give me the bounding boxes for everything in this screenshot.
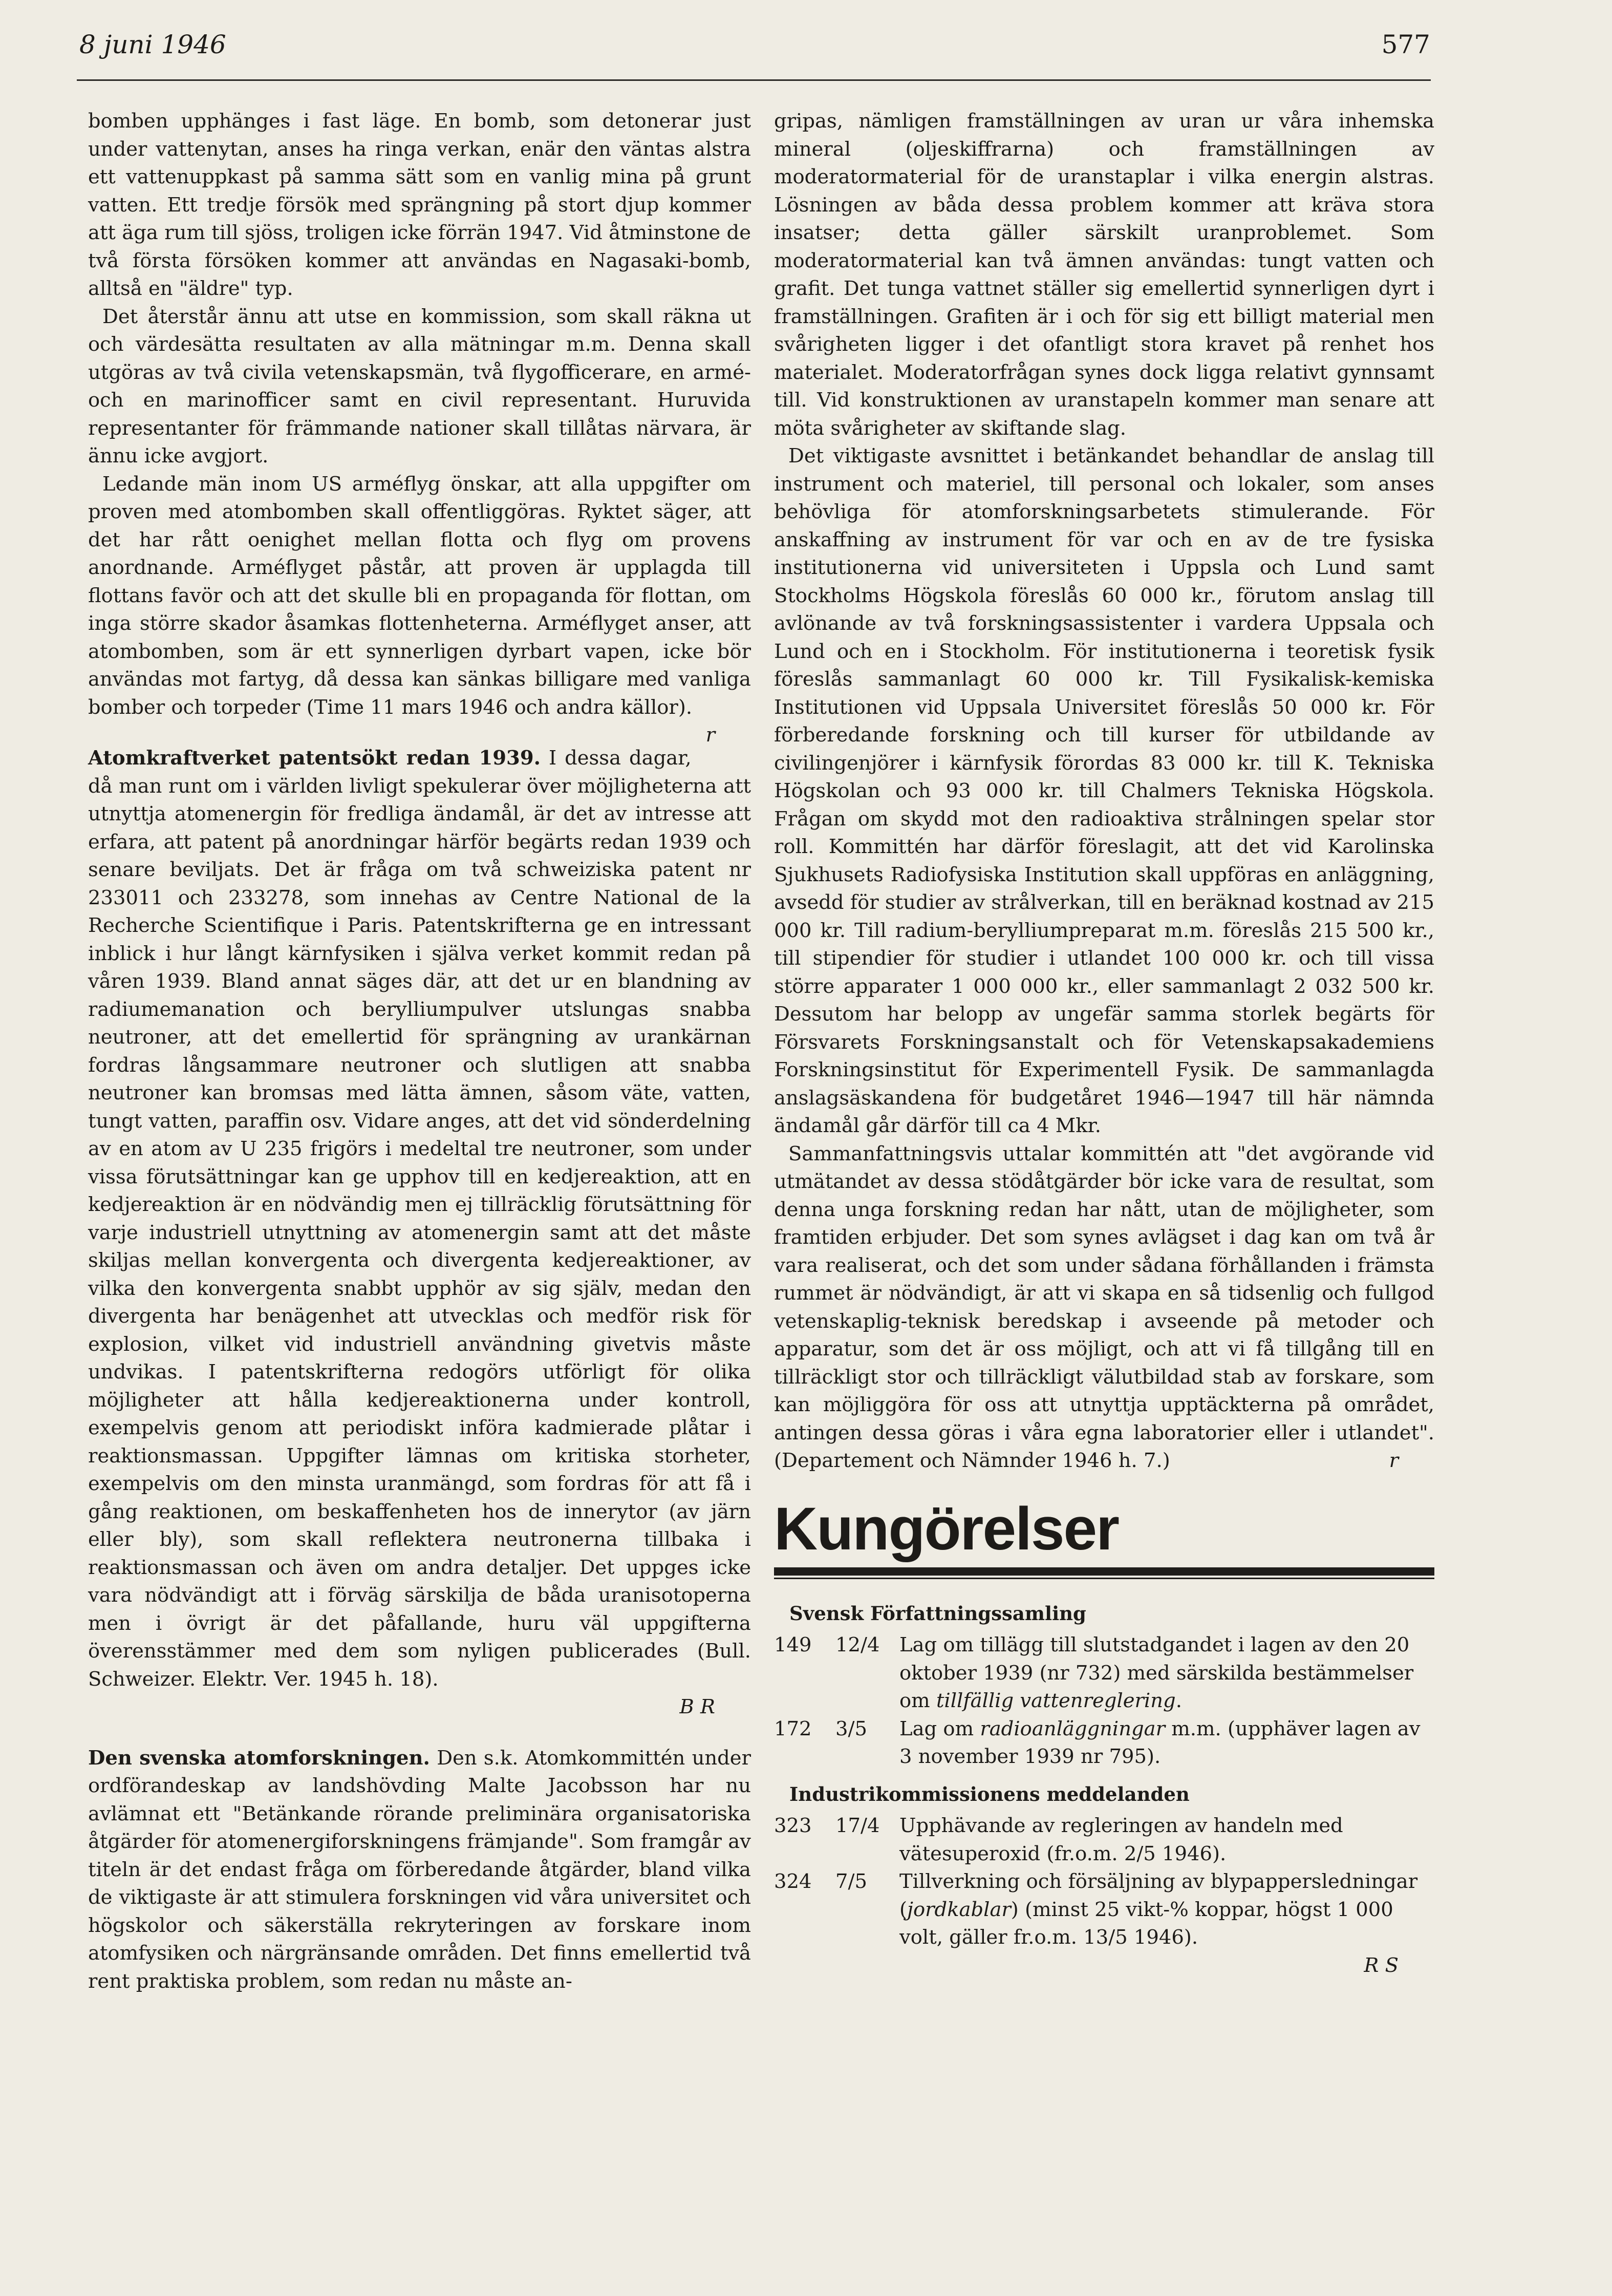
spacer (88, 721, 751, 745)
article-patent (88, 745, 751, 1693)
entry-text (899, 1868, 1434, 1952)
right-column (774, 108, 1434, 1980)
entry-text-italic: tillfällig vattenreglering (936, 1689, 1176, 1712)
entry-number: 324 (774, 1870, 812, 1893)
entry-text (899, 1631, 1434, 1715)
list-item (774, 1715, 1434, 1771)
spacer (88, 1721, 751, 1745)
right-paragraph-2: Det viktigaste avsnittet i betänkandet behandlar de anslag till instrument och materiel, till personal och lokaler, som anses behövliga för atomforskningsarbetets stimulerande. För anskaffning av instrument för var och en av de tre fysiska institutionerna vid universiteten i Uppsla och Lund samt Stockholms Högskola föreslås 60 000 kr., förutom anslag till avlönande av två forskningsassistenter i vardera Uppsala och Lund och en i Stockholm. För institutionerna i teoretisk fysik föreslås sammanlagt 60 000 kr. Till Fysikalisk-kemiska Institutionen vid Uppsala Universitet föreslås 50 000 kr. För förberedande forskning och till kurser för utbildande av civilingenjörer i kärnfysik förordas 83 000 kr. till K. Tekniska Högskolan och 93 000 kr. till Chalmers Tekniska Högskola. Frågan om skydd mot den radioaktiva strålningen spelar stor roll. Kommittén har därför föreslagit, att det vid Karolinska Sjukhusets Radiofysiska Institution skall uppföras en anläggning, avsedd för studier av strålverkan, till en beräknad kostnad av 215 000 kr. Till radium-berylliumpreparat m.m. föreslås 215 500 kr., till stipendier för studier i utlandet 100 000 kr. och till vissa större apparater 1 000 000 kr., eller sammanlagt 2 032 500 kr. Dessutom har belopp av ungefär samma storlek begärts för Försvarets Forskningsanstalt och för Vetenskapsakademiens Forskningsinstitut för Experimentell Fysik. De sammanlagda anslagsäskandena för budgetåret 1946—1947 till här nämnda ändamål går därför till ca 4 Mkr. (774, 444, 1434, 1137)
entry-text-italic: jordkablar (907, 1898, 1011, 1921)
article-patent-body: I dessa dagar, då man runt om i världen livligt spekulerar över möjligheterna att utnyttja atomenergin för fredliga ändamål, är det av intresse att erfara, att patent på anordningar härför begärts redan 1939 och senare beviljats. Det är fråga om två schweiziska patent nr 233011 och 233278, som innehas av Centre National de la Recherche Scientifique i Paris. Patentskrifterna ge en intressant inblick i hur långt kärnfysiken i själva verket kommit redan på våren 1939. Bland annat säges där, att det ur en blandning av radiumemanation och berylliumpulver utslungas snabba neutroner, att det emellertid för sprängning av urankärnan fordras långsammare neutroner och slutligen att snabba neutroner kan bromsas med lätta ämnen, såsom väte, vatten, tungt vatten, paraffin osv. Vidare anges, att det vid sönderdelning av en atom av U 235 frigörs i medeltal tre neutroner, som under vissa förutsättningar kan ge upphov till en kedjereaktion, att en kedjereaktion är en nödvändig men ej tillräcklig förutsättning för varje industriell utnyttning av atomenergin samt att det måste skiljas mellan konvergenta och divergenta kedjereaktioner, av vilka den konvergenta snabbt upphör av sig själv, medan den divergenta har benägenhet att utvecklas och medför risk för explosion, vilket vid industriell användning givetvis måste undvikas. I patentskrifterna redogörs utförligt för olika möjligheter att hålla kedjereaktionerna under kontroll, exempelvis genom att periodiskt införa kadmierade plåtar i reaktionsmassan. Uppgifter lämnas om kritiska storheter, exempelvis om den minsta uranmängd, som fordras för att få i gång reaktionen, om beskaffenheten hos de innerytor (av järn eller bly), som skall reflektera neutronerna tillbaka i reaktionsmassan och även om andra detaljer. Det uppges icke vara nödvändigt att i förväg särskilja de båda uranisotoperna men i övrigt är det påfallande, huru väl uppgifterna överensstämmer med dem som nyligen publicerades (Bull. Schweizer. Elektr. Ver. 1945 h. 18). (88, 747, 751, 1691)
entry-date: 3/5 (835, 1717, 867, 1740)
left-column (88, 108, 751, 1995)
article-patent-heading: Atomkraftverket patentsökt redan 1939. (88, 747, 541, 770)
entry-number: 172 (774, 1717, 812, 1740)
right-paragraph-3 (774, 1140, 1434, 1475)
list-item (774, 1631, 1434, 1715)
kungorelser-thin-rule (774, 1578, 1434, 1579)
header-rule (77, 79, 1431, 81)
kungorelser-thick-rule (774, 1567, 1434, 1576)
list-item (774, 1868, 1434, 1952)
signature-r-right: r (1389, 1449, 1399, 1472)
sfs-heading: Svensk Författningssamling (789, 1602, 1086, 1625)
entry-text-b: ) (minst 25 vikt-% koppar, högst 1 000 volt, gäller fr.o.m. 13/5 1946). (899, 1898, 1393, 1949)
entry-text-a: Upphävande av regleringen av handeln med vätesuperoxid (fr.o.m. 2/5 1946). (899, 1814, 1343, 1865)
entry-date: 17/4 (835, 1814, 880, 1837)
article-atomforskning-heading: Den svenska atomforskningen. (88, 1746, 430, 1770)
right-paragraph-3-text: Sammanfattningsvis uttalar kommittén att "det avgörande vid utmätandet av dessa stödåtgärder bör icke vara de resultat, som denna unga forskning redan har nått, utan de möjligheter, som framtiden erbjuder. Det som synes avlägset i dag kan om två år vara realiserat, och det som under sådana förhållanden i främsta rummet är nödvändigt, är att vi skapa en så tidsenlig och fullgod vetenskaplig-teknisk beredskap i avseende på metoder och apparatur, som det är oss möjligt, och att vi få tillgång till en tillräckligt stor och tillräckligt välutbildad stab av forskare, som kan möjliggöra för oss att utnyttja upptäckterna på området, antingen dessa göras i våra egna laboratorier eller i utlandet". (Departement och Nämnder 1946 h. 7.) (774, 1142, 1434, 1472)
entry-text-a: Lag om (899, 1717, 980, 1740)
left-paragraph-2: Det återstår ännu att utse en kommission, som skall räkna ut och värdesätta resultaten av alla mätningar m.m. Denna skall utgöras av två civila vetenskapsmän, två flygofficerare, en armé- och en marinofficer samt en civil representant. Huruvida representanter för främmande nationer skall tillåtas närvara, är ännu icke avgjort. (88, 305, 751, 467)
signature-rs: R S (1364, 1953, 1399, 1977)
kungorelser-title: Kungörelser (774, 1495, 1119, 1563)
header-page-number: 577 (1381, 30, 1430, 59)
entry-date: 12/4 (835, 1633, 880, 1656)
entry-text-italic: radioanläggningar (980, 1717, 1166, 1740)
entry-number: 323 (774, 1814, 812, 1837)
entry-text-a: Lag om tillägg till slutstadgandet i lagen av den 20 oktober 1939 (nr 732) med särskilda bestämmelser om (899, 1633, 1414, 1712)
right-paragraph-1: gripas, nämligen framställningen av uran ur våra inhemska mineral (oljeskiffrarna) och framställningen av moderatormaterial för de uranstaplar i vilka energin alstras. Lösningen av båda dessa problem kommer att kräva stora insatser; detta gäller särskilt uranproblemet. Som moderatormaterial kan två ämnen användas: tungt vatten och grafit. Det tunga vattnet ställer sig emellertid synnerligen dyrt i framställningen. Grafiten är i och för sig ett billigt material men svårigheten ligger i det ofantligt stora kravet på renhet hos materialet. Moderatorfrågan synes dock ligga relativt gynnsamt till. Vid konstruktionen av uranstapeln kommer man senare att möta svårigheter av skiftande slag. (774, 110, 1434, 440)
entry-text-b: . (1175, 1689, 1182, 1712)
article-atomforskning (88, 1745, 751, 1996)
entry-text-b: m.m. (upphäver lagen av 3 november 1939 nr 795). (899, 1717, 1421, 1768)
entry-text (899, 1715, 1434, 1771)
header-date: 8 juni 1946 (79, 30, 226, 59)
entry-text-a: Tillverkning och försäljning av blypappersledningar ( (899, 1870, 1418, 1921)
list-item (774, 1812, 1434, 1868)
entry-date: 7/5 (835, 1870, 867, 1893)
left-paragraph-1: bomben upphänges i fast läge. En bomb, som detonerar just under vattenytan, anses ha ringa verkan, enär den väntas alstra ett vattenuppkast på samma sätt som en vanlig mina på grunt vatten. Ett tredje försök med sprängning på stort djup kommer att äga rum till sjöss, troligen icke förrän 1947. Vid åtminstone de två första försöken kommer att användas en Nagasaki-bomb, alltså en "äldre" typ. (88, 110, 751, 300)
signature-br: B R (679, 1695, 715, 1718)
article-atomforskning-body: Den s.k. Atomkommittén under ordförandeskap av landshövding Malte Jacobsson har nu avlämnat ett "Betänkande rörande preliminära organisatoriska åtgärder för atomenergiforskningens främjande". Som framgår av titeln är det endast fråga om förberedande åtgärder, bland vilka de viktigaste är att stimulera forskningen vid våra universitet och högskolor och säkerställa rekryteringen av forskare inom atomfysiken och närgränsande områden. Det finns emellertid två rent praktiska problem, som redan nu måste an- (88, 1746, 751, 1993)
entry-number: 149 (774, 1633, 812, 1656)
industrikommission-heading: Industrikommissionens meddelanden (789, 1782, 1190, 1805)
entry-text (899, 1812, 1434, 1868)
left-paragraph-3-text: Ledande män inom US arméflyg önskar, att alla uppgifter om proven med atombomben skall offentliggöras. Ryktet säger, att det har rått oenighet mellan flotta och flyg om provens anordnande. Arméflyget påstår, att proven är upplagda till flottans favör och att det skulle bli en propaganda för flottan, om inga större skador åsamkas flottenheterna. Arméflyget anser, att atombomben, som är ett synnerligen dyrbart vapen, icke bör användas mot fartyg, då dessa kan sänkas billigare med vanliga bomber och torpeder (Time 11 mars 1946 och andra källor). (88, 472, 751, 719)
signature-r-left: r (705, 724, 715, 747)
left-paragraph-3 (88, 471, 751, 747)
